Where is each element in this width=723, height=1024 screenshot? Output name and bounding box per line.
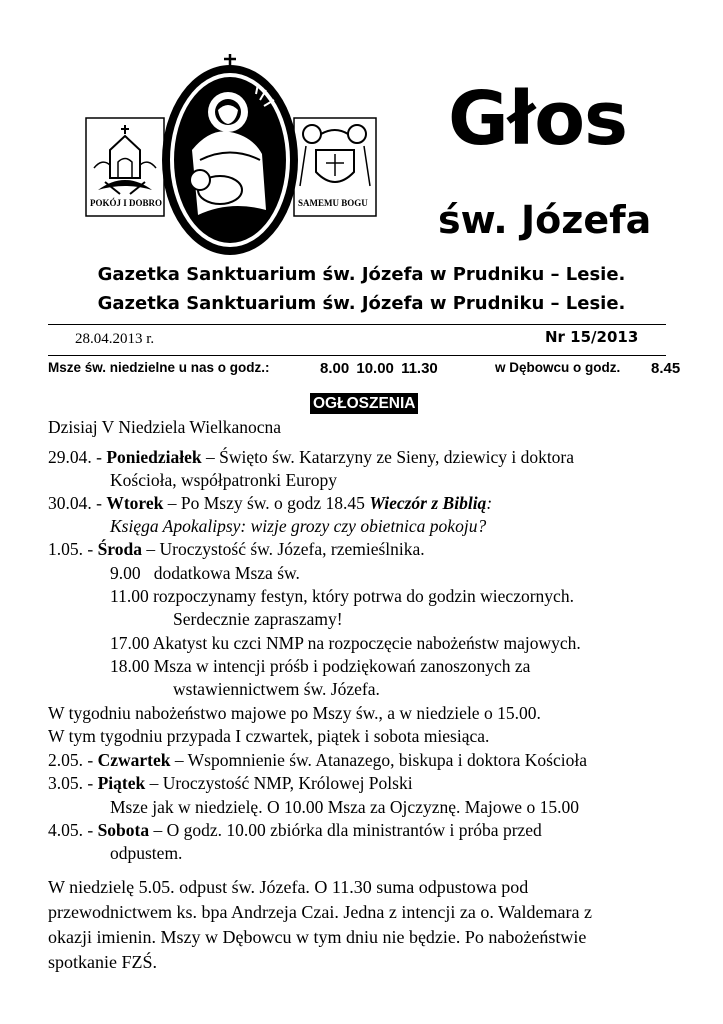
debowiec-mass-label: w Dębowcu o godz. — [495, 360, 621, 375]
announcement-line: W tygodniu nabożeństwo majowe po Mszy św., a w niedziele o 15.00. — [48, 703, 541, 723]
announcement-line: 3.05. - Piątek – Uroczystość NMP, Królowej Polski — [48, 773, 413, 793]
announcement-line: 30.04. - Wtorek – Po Mszy św. o godz 18.45 Wieczór z Biblią: — [48, 493, 493, 513]
sunday-masses-times: 8.00 10.00 11.30 — [320, 360, 438, 377]
announcement-line: odpustem. — [110, 843, 183, 863]
announcement-line: 4.05. - Sobota – O godz. 10.00 zbiórka dla ministrantów i próba przed — [48, 820, 542, 840]
intro-line: Dzisiaj V Niedziela Wielkanocna — [48, 417, 282, 437]
newsletter-subtitle: św. Józefa — [438, 198, 652, 242]
announcements-heading: OGŁOSZENIA — [310, 393, 418, 414]
announcement-line: Serdecznie zapraszamy! — [173, 609, 343, 629]
issue-date: 28.04.2013 r. — [75, 331, 155, 347]
announcement-line: 29.04. - Poniedziałek – Święto św. Katarzyny ze Sieny, dziewicy i doktora — [48, 447, 575, 467]
holy-family-oval — [162, 54, 298, 255]
announcement-line: 11.00 rozpoczynamy festyn, który potrwa do godzin wieczornych. — [110, 586, 574, 606]
sunday-masses-label: Msze św. niedzielne u nas o godz.: — [48, 360, 270, 375]
announcement-line: 9.00 dodatkowa Msza św. — [110, 563, 300, 583]
announcement-line: Msze jak w niedzielę. O 10.00 Msza za Ojczyznę. Majowe o 15.00 — [110, 797, 579, 817]
closing-line: przewodnictwem ks. bpa Andrzeja Czai. Jedna z intencji za o. Waldemara z — [48, 902, 592, 922]
logo-right-label: SAMEMU BOGU — [298, 198, 368, 208]
announcement-line: 18.00 Msza w intencji próśb i podziękowań zanoszonych za — [110, 656, 531, 676]
announcement-line: 2.05. - Czwartek – Wspomnienie św. Atanazego, biskupa i doktora Kościoła — [48, 750, 587, 770]
closing-line: spotkanie FZŚ. — [48, 952, 158, 972]
logo-left-label: POKÓJ I DOBRO — [90, 198, 163, 208]
gazette-tagline: Gazetka Sanktuarium św. Józefa w Prudniku – Lesie. — [97, 293, 626, 314]
issue-number: Nr 15/2013 — [545, 328, 639, 346]
sanctuary-logo — [80, 50, 430, 265]
closing-line: okazji imienin. Mszy w Dębowcu w tym dniu nie będzie. Po nabożeństwie — [48, 927, 587, 947]
divider — [48, 355, 666, 356]
divider — [48, 324, 666, 325]
announcement-line: W tym tygodniu przypada I czwartek, piątek i sobota miesiąca. — [48, 726, 490, 746]
announcement-line: wstawiennictwem św. Józefa. — [173, 679, 380, 699]
gazette-tagline: Gazetka Sanktuarium św. Józefa w Prudniku – Lesie. — [97, 264, 626, 285]
debowiec-mass-time: 8.45 — [651, 360, 681, 377]
announcement-line: 17.00 Akatyst ku czci NMP na rozpoczęcie nabożeństw majowych. — [110, 633, 581, 653]
closing-line: W niedzielę 5.05. odpust św. Józefa. O 11.30 suma odpustowa pod — [48, 877, 529, 897]
newsletter-title: Głos — [448, 76, 628, 162]
announcement-line: Księga Apokalipsy: wizje grozy czy obietnica pokoju? — [110, 516, 487, 536]
announcement-line: Kościoła, współpatronki Europy — [110, 470, 337, 490]
announcement-line: 1.05. - Środa – Uroczystość św. Józefa, rzemieślnika. — [48, 539, 425, 559]
